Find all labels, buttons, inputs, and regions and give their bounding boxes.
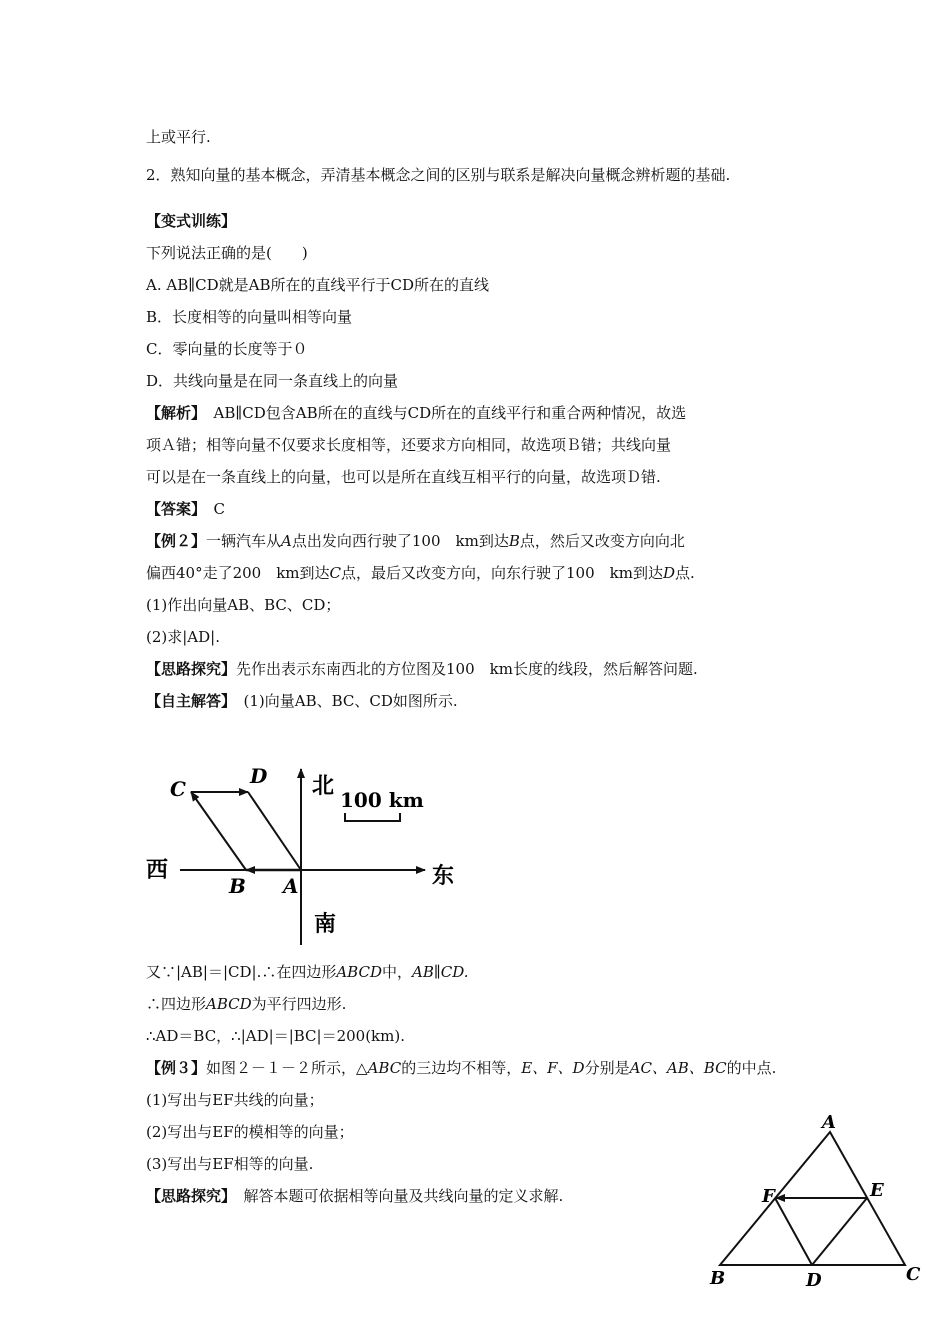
triangle-midpoint-figure [700,1110,930,1295]
west-label: 西 [146,857,169,883]
point-e-label: E [870,1180,884,1201]
example3-text: 如图２－１－２所示，△ [206,1059,368,1077]
section-heading: 【变式训练】 [146,212,237,230]
example2-text: 点出发向西行驶了100 km到达 [291,532,509,550]
example3-line [146,1058,776,1078]
proof-text: 又∵|AB|＝|CD|.∴在四边形 [146,963,337,981]
proof-line [146,994,346,1014]
text-line: 项Ａ错；相等向量不仅要求长度相等，还要求方向相同，故选项Ｂ错；共线向量 [146,436,672,454]
hint-text: 解答本题可依据相等向量及共线向量的定义求解. [228,1187,564,1205]
point-f-label: F [762,1186,775,1207]
east-label: 东 [432,863,455,889]
option-b: B．长度相等的向量叫相等向量 [146,308,353,326]
answer-tag: 【答案】 [146,500,199,518]
proof-text: ∴四边形 [146,995,207,1013]
example2-text: 偏西40°走了200 km到达 [146,564,330,582]
segment-ad [248,792,301,870]
subquestion: (2)写出与EF的模相等的向量； [146,1123,354,1141]
point-b-label: B [229,874,246,898]
text-line: 上或平行. [146,128,211,146]
text-line: 可以是在一条直线上的向量，也可以是所在直线互相平行的向量，故选项Ｄ错. [146,468,661,486]
answer-line [146,499,225,519]
parallel-statement: AB∥CD. [412,963,469,981]
quad-name: ABCD [206,995,252,1013]
segment-ed [812,1198,867,1265]
side-names: AC、AB、BC [629,1059,727,1077]
option-a: A. AB∥CD就是AB所在的直线平行于CD所在的直线 [146,276,490,294]
south-label: 南 [314,911,337,937]
proof-text: 为平行四边形. [251,995,347,1013]
proof-text: 中， [381,963,412,981]
hint-tag: 【思路探究】 [146,660,237,678]
example2-tag: 【例２】 [146,532,207,550]
question-stem: 下列说法正确的是( ) [146,244,308,262]
solution-line [146,691,458,711]
subquestion: (1)写出与EF共线的向量； [146,1091,324,1109]
hint-line [146,1186,563,1206]
solution-tag: 【自主解答】 [146,692,229,710]
point-b-label: B [710,1268,726,1289]
point-label: B [508,532,520,550]
hint-line [146,659,698,679]
analysis-line [146,403,686,423]
vector-bc [191,792,246,870]
proof-line [146,962,469,982]
example3-text: 的三边均不相等， [401,1059,522,1077]
point-d-label: D [806,1270,822,1291]
scale-label: 100 km [340,788,424,812]
midpoint-names: E、F、D [521,1059,585,1077]
example3-tag: 【例３】 [146,1059,207,1077]
triangle-name: ABC [367,1059,402,1077]
north-label: 北 [312,773,335,799]
example3-text: 的中点. [726,1059,777,1077]
hint-text: 先作出表示东南西北的方位图及100 km长度的线段，然后解答问题. [236,660,698,678]
scale-bar [345,813,400,821]
example2-line [146,563,695,583]
example2-text: 点. [675,564,695,582]
example2-line [146,531,685,551]
point-label: A [281,532,292,550]
segment-fd [775,1198,812,1265]
option-d: D．共线向量是在同一条直线上的向量 [146,372,399,390]
analysis-text: AB∥CD包含AB所在的直线与CD所在的直线平行和重合两种情况，故选 [198,404,687,422]
analysis-tag: 【解析】 [146,404,199,422]
example3-text: 分别是 [584,1059,630,1077]
subquestion: (2)求|AD|. [146,628,220,646]
point-a-label: A [822,1112,836,1133]
point-label: D [662,564,675,582]
proof-line: ∴AD＝BC，∴|AD|＝|BC|＝200(km). [146,1027,405,1045]
example2-text: 点，最后又改变方向，向东行驶了100 km到达 [341,564,663,582]
point-c-label: C [170,777,186,801]
compass-vector-figure [140,755,470,955]
point-label: C [329,564,342,582]
answer-text: C [198,500,225,518]
point-d-label: D [250,764,268,788]
subquestion: (3)写出与EF相等的向量. [146,1155,314,1173]
example2-text: 点，然后又改变方向向北 [519,532,685,550]
hint-tag: 【思路探究】 [146,1187,229,1205]
example2-text: 一辆汽车从 [206,532,282,550]
text-line: 2．熟知向量的基本概念，弄清基本概念之间的区别与联系是解决向量概念辨析题的基础. [146,166,731,184]
point-c-label: C [906,1264,921,1285]
point-a-label: A [283,874,299,898]
quad-name: ABCD [336,963,382,981]
option-c: C．零向量的长度等于０ [146,340,308,358]
subquestion: (1)作出向量AB、BC、CD； [146,596,341,614]
solution-text: (1)向量AB、BC、CD如图所示. [228,692,458,710]
